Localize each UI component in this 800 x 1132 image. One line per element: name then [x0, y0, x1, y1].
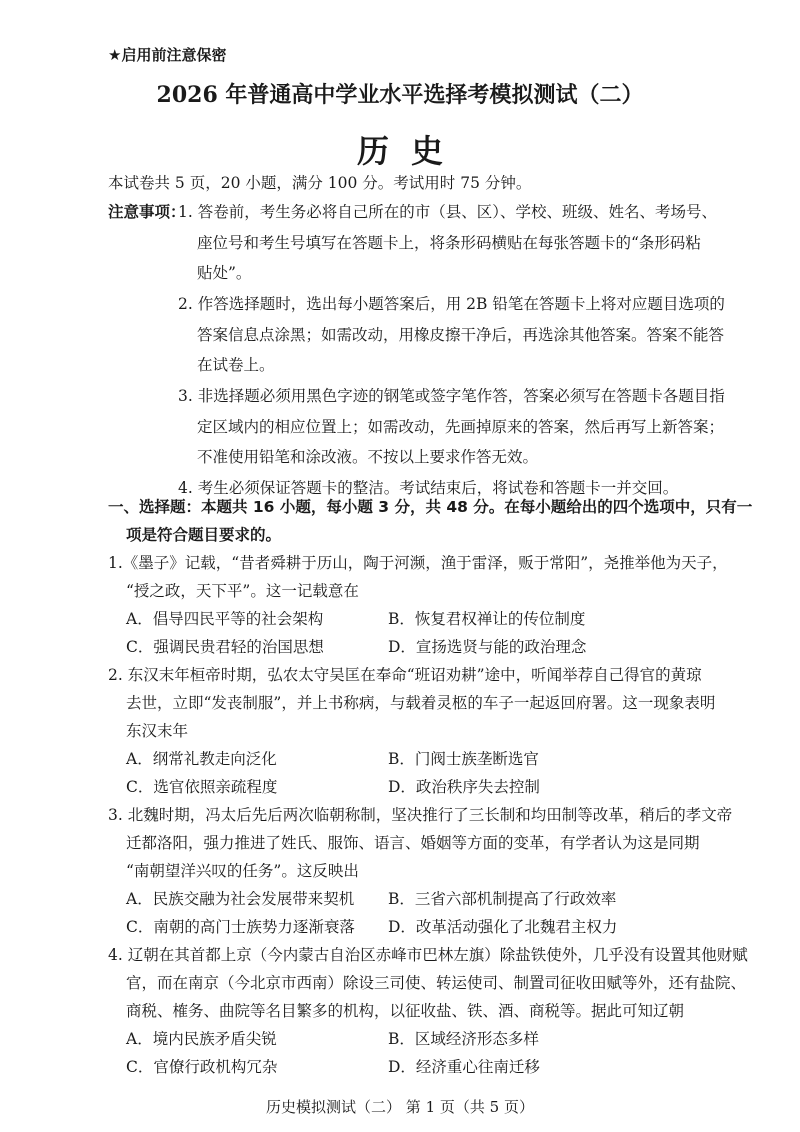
- notice-item-1-line-3: 贴处”。: [197, 264, 252, 282]
- question-2-stem-line-2: 去世，立即“发丧制服”，并上书称病，与载着灵柩的车子一起返回府署。这一现象表明: [126, 694, 716, 712]
- question-1-option-d: D．宣扬选贤与能的政治理念: [388, 638, 587, 656]
- question-2-option-d: D．政治秩序失去控制: [388, 778, 540, 796]
- notice-item-2-line-2: 答案信息点涂黑；如需改动，用橡皮擦干净后，再选涂其他答案。答案不能答: [197, 326, 725, 344]
- question-4-stem-line-1: 4. 辽朝在其首都上京（今内蒙古自治区赤峰市巴林左旗）除盐铁使外，几乎没有设置其他财赋: [108, 946, 748, 964]
- subject-title: 历史: [356, 132, 465, 170]
- question-2-option-b: B．门阀士族垄断选官: [388, 750, 539, 768]
- page-footer: 历史模拟测试（二） 第 1 页（共 5 页）: [266, 1098, 534, 1116]
- question-3-option-d: D．改革活动强化了北魏君主权力: [388, 918, 618, 936]
- question-3-option-b: B．三省六部机制提高了行政效率: [388, 890, 617, 908]
- question-3-option-a: A．民族交融为社会发展带来契机: [126, 890, 355, 908]
- notice-item-2-line-3: 在试卷上。: [197, 356, 275, 374]
- notice-item-3-line-1: 3. 非选择题必须用黑色字迹的钢笔或签字笔作答，答案必须写在答题卡各题目指: [178, 387, 725, 405]
- notice-item-4-line-1: 4. 考生必须保证答题卡的整洁。考试结束后，将试卷和答题卡一并交回。: [178, 479, 679, 497]
- notice-label: 注意事项：: [108, 203, 186, 221]
- notice-item-3-line-2: 定区域内的相应位置上；如需改动，先画掉原来的答案，然后再写上新答案；: [197, 418, 725, 436]
- question-3-stem-line-3: “南朝望洋兴叹的任务”。这反映出: [126, 862, 359, 880]
- question-2-option-c: C．选官依照亲疏程度: [126, 778, 278, 796]
- question-3-stem-line-1: 3. 北魏时期，冯太后先后两次临朝称制，坚决推行了三长制和均田制等改革，稍后的孝文帝: [108, 806, 733, 824]
- question-1-stem-line-1: 1.《墨子》记载，“昔者舜耕于历山，陶于河濒，渔于雷泽，贩于常阳”，尧推举他为天子，: [108, 554, 728, 572]
- question-4-stem-line-3: 商税、榷务、曲院等名目繁多的机构，以征收盐、铁、酒、商税等。据此可知辽朝: [126, 1002, 685, 1020]
- question-3-stem-line-2: 迁都洛阳，强力推进了姓氏、服饰、语言、婚姻等方面的变革，有学者认为这是同期: [126, 834, 700, 852]
- confidential-mark: ★启用前注意保密: [108, 46, 227, 64]
- question-1-option-b: B．恢复君权禅让的传位制度: [388, 610, 586, 628]
- notice-item-3-line-3: 不准使用铅笔和涂改液。不按以上要求作答无效。: [197, 448, 539, 466]
- question-1-option-a: A．倡导四民平等的社会架构: [126, 610, 324, 628]
- exam-title: 2026 年普通高中学业水平选择考模拟测试（二）: [156, 82, 644, 108]
- notice-item-2-line-1: 2. 作答选择题时，选出每小题答案后，用 2B 铅笔在答题卡上将对应题目选项的: [178, 295, 725, 313]
- notice-item-1-line-2: 座位号和考生号填写在答题卡上，将条形码横贴在每张答题卡的“条形码粘: [197, 234, 701, 252]
- question-1-stem-line-2: “授之政，天下平”。这一记载意在: [126, 582, 359, 600]
- question-2-option-a: A．纲常礼教走向泛化: [126, 750, 277, 768]
- question-4-option-b: B．区域经济形态多样: [388, 1030, 539, 1048]
- question-1-option-c: C．强调民贵君轻的治国思想: [126, 638, 324, 656]
- question-4-stem-line-2: 官，而在南京（今北京市西南）除设三司使、转运使司、制置司征收田赋等外，还有盐院、: [126, 974, 747, 992]
- question-4-option-d: D．经济重心往南迁移: [388, 1058, 540, 1076]
- question-3-option-c: C．南朝的高门士族势力逐渐衰落: [126, 918, 355, 936]
- question-4-option-c: C．官僚行政机构冗杂: [126, 1058, 278, 1076]
- exam-intro: 本试卷共 5 页，20 小题，满分 100 分。考试用时 75 分钟。: [108, 174, 532, 192]
- notice-item-1-line-1: 1. 答卷前，考生务必将自己所在的市（县、区）、学校、班级、姓名、考场号、: [178, 203, 717, 221]
- question-2-stem-line-1: 2. 东汉末年桓帝时期，弘农太守吴匡在奉命“班诏劝耕”途中，听闻举荐自己得官的黄琼: [108, 666, 702, 684]
- section-heading-line-1: 一、选择题：本题共 16 小题，每小题 3 分，共 48 分。在每小题给出的四个选项中，只有一: [108, 498, 753, 516]
- question-2-stem-line-3: 东汉末年: [126, 722, 189, 740]
- section-heading-line-2: 项是符合题目要求的。: [126, 526, 282, 544]
- question-4-option-a: A．境内民族矛盾尖锐: [126, 1030, 277, 1048]
